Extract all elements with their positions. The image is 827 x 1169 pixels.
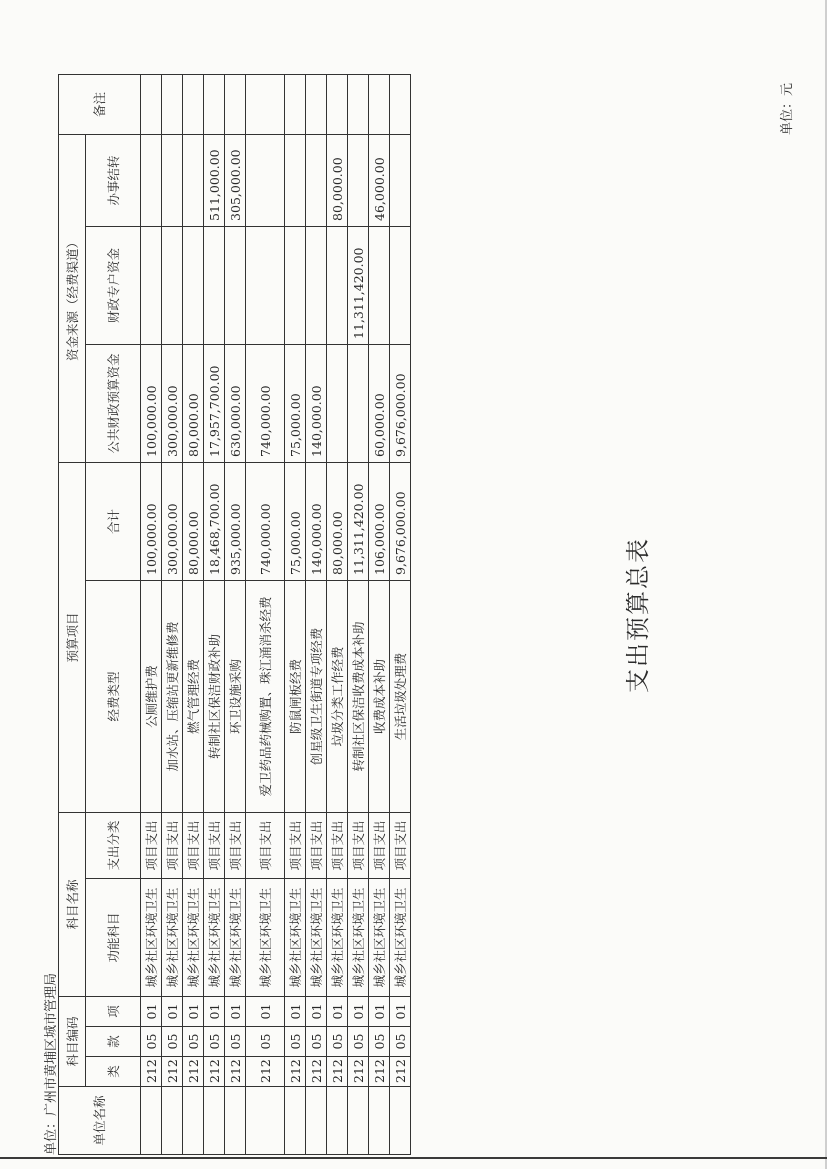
cell-kuan: 05 — [141, 1027, 162, 1057]
cell-carryover — [246, 134, 285, 226]
cell-xiang: 01 — [246, 996, 285, 1026]
cell-expense-type: 收费成本补助 — [369, 580, 390, 812]
table-row — [204, 74, 225, 1154]
cell-lei: 212 — [306, 1057, 327, 1087]
cell-public-finance: 17,957,700.00 — [204, 344, 225, 462]
cell-expense-class: 项目支出 — [390, 812, 411, 878]
cell-kuan: 05 — [348, 1027, 369, 1057]
cell-unit-name — [285, 1087, 306, 1155]
cell-special-account — [246, 226, 285, 344]
cell-lei: 212 — [225, 1057, 246, 1087]
cell-lei: 212 — [183, 1057, 204, 1087]
cell-kuan: 05 — [327, 1027, 348, 1057]
header-total: 合计 — [86, 462, 141, 580]
cell-function-subject: 城乡社区环境卫生 — [327, 878, 348, 996]
cell-public-finance — [348, 344, 369, 462]
header-function-subject: 功能科目 — [86, 878, 141, 996]
cell-xiang: 01 — [369, 996, 390, 1026]
cell-function-subject: 城乡社区环境卫生 — [183, 878, 204, 996]
cell-remarks — [204, 74, 225, 134]
cell-xiang: 01 — [183, 996, 204, 1026]
header-fund-source: 资金来源（经费渠道） — [59, 134, 86, 462]
cell-expense-type: 加水站、压缩站更新维修费 — [162, 580, 183, 812]
cell-special-account — [204, 226, 225, 344]
cell-public-finance: 740,000.00 — [246, 344, 285, 462]
cell-function-subject: 城乡社区环境卫生 — [348, 878, 369, 996]
cell-public-finance: 60,000.00 — [369, 344, 390, 462]
cell-function-subject: 城乡社区环境卫生 — [306, 878, 327, 996]
cell-total: 300,000.00 — [162, 462, 183, 580]
cell-special-account — [390, 226, 411, 344]
cell-function-subject: 城乡社区环境卫生 — [141, 878, 162, 996]
cell-kuan: 05 — [369, 1027, 390, 1057]
cell-lei: 212 — [327, 1057, 348, 1087]
cell-expense-type: 转制社区保洁收费成本补助 — [348, 580, 369, 812]
cell-function-subject: 城乡社区环境卫生 — [204, 878, 225, 996]
cell-xiang: 01 — [204, 996, 225, 1026]
cell-kuan: 05 — [162, 1027, 183, 1057]
unit-org-label: 单位：广州市黄埔区城市管理局 — [44, 972, 59, 1155]
cell-special-account — [306, 226, 327, 344]
cell-unit-name — [246, 1087, 285, 1155]
header-budget-project: 预算项目 — [59, 462, 86, 812]
cell-unit-name — [327, 1087, 348, 1155]
cell-expense-class: 项目支出 — [225, 812, 246, 878]
header-expense-type: 经费类型 — [86, 580, 141, 812]
cell-carryover: 511,000.00 — [204, 134, 225, 226]
cell-expense-class: 项目支出 — [246, 812, 285, 878]
cell-xiang: 01 — [390, 996, 411, 1026]
cell-expense-class: 项目支出 — [369, 812, 390, 878]
cell-lei: 212 — [204, 1057, 225, 1087]
cell-expense-type: 垃圾分类工作经费 — [327, 580, 348, 812]
cell-carryover — [306, 134, 327, 226]
cell-unit-name — [348, 1087, 369, 1155]
cell-unit-name — [204, 1087, 225, 1155]
table-row — [306, 74, 327, 1154]
cell-special-account — [141, 226, 162, 344]
header-kuan: 款 — [86, 1027, 141, 1057]
cell-expense-type: 转制社区保洁财政补助 — [204, 580, 225, 812]
cell-public-finance — [327, 344, 348, 462]
cell-xiang: 01 — [306, 996, 327, 1026]
cell-special-account — [327, 226, 348, 344]
cell-function-subject: 城乡社区环境卫生 — [246, 878, 285, 996]
cell-special-account — [183, 226, 204, 344]
cell-expense-class: 项目支出 — [204, 812, 225, 878]
cell-expense-class: 项目支出 — [285, 812, 306, 878]
cell-expense-type: 公厕维护费 — [141, 580, 162, 812]
budget-table — [58, 74, 411, 1155]
cell-expense-type: 环卫设施采购 — [225, 580, 246, 812]
cell-unit-name — [225, 1087, 246, 1155]
cell-remarks — [285, 74, 306, 134]
cell-expense-type: 燃气管理经费 — [183, 580, 204, 812]
cell-special-account — [369, 226, 390, 344]
cell-unit-name — [369, 1087, 390, 1155]
cell-remarks — [183, 74, 204, 134]
cell-xiang: 01 — [225, 996, 246, 1026]
cell-unit-name — [183, 1087, 204, 1155]
cell-special-account: 11,311,420.00 — [348, 226, 369, 344]
cell-public-finance: 300,000.00 — [162, 344, 183, 462]
scan-edge-bottom — [0, 1157, 827, 1159]
cell-remarks — [306, 74, 327, 134]
cell-remarks — [348, 74, 369, 134]
cell-kuan: 05 — [225, 1027, 246, 1057]
header-subject-code: 科目编码 — [59, 996, 86, 1086]
table-row — [141, 74, 162, 1154]
cell-expense-class: 项目支出 — [183, 812, 204, 878]
cell-carryover — [285, 134, 306, 226]
cell-expense-class: 项目支出 — [327, 812, 348, 878]
cell-kuan: 05 — [183, 1027, 204, 1057]
cell-remarks — [246, 74, 285, 134]
cell-function-subject: 城乡社区环境卫生 — [285, 878, 306, 996]
header-row-1 — [59, 74, 86, 1154]
cell-lei: 212 — [285, 1057, 306, 1087]
cell-xiang: 01 — [285, 996, 306, 1026]
cell-remarks — [162, 74, 183, 134]
table-row — [327, 74, 348, 1154]
cell-expense-type: 生活垃圾处理费 — [390, 580, 411, 812]
table-row — [246, 74, 285, 1154]
header-xiang: 项 — [86, 996, 141, 1026]
cell-kuan: 05 — [246, 1027, 285, 1057]
table-row — [285, 74, 306, 1154]
table-row — [369, 74, 390, 1154]
cell-public-finance: 9,676,000.00 — [390, 344, 411, 462]
cell-carryover — [162, 134, 183, 226]
cell-special-account — [225, 226, 246, 344]
cell-remarks — [390, 74, 411, 134]
table-row — [162, 74, 183, 1154]
cell-total: 11,311,420.00 — [348, 462, 369, 580]
cell-public-finance: 140,000.00 — [306, 344, 327, 462]
page-title: 支出预算总表 — [624, 537, 652, 693]
cell-kuan: 05 — [306, 1027, 327, 1057]
cell-expense-class: 项目支出 — [162, 812, 183, 878]
cell-expense-type: 防鼠闸板经费 — [285, 580, 306, 812]
table-row — [225, 74, 246, 1154]
unit-currency-label: 单位：元 — [780, 83, 795, 136]
header-row-2 — [86, 74, 141, 1154]
cell-lei: 212 — [369, 1057, 390, 1087]
header-subject-name: 科目名称 — [59, 812, 86, 996]
cell-lei: 212 — [348, 1057, 369, 1087]
header-public-finance: 公共财政预算资金 — [86, 344, 141, 462]
cell-special-account — [162, 226, 183, 344]
cell-xiang: 01 — [162, 996, 183, 1026]
cell-expense-class: 项目支出 — [348, 812, 369, 878]
cell-carryover: 80,000.00 — [327, 134, 348, 226]
cell-total: 140,000.00 — [306, 462, 327, 580]
cell-carryover — [348, 134, 369, 226]
cell-total: 100,000.00 — [141, 462, 162, 580]
cell-kuan: 05 — [204, 1027, 225, 1057]
cell-special-account — [285, 226, 306, 344]
cell-public-finance: 630,000.00 — [225, 344, 246, 462]
cell-total: 80,000.00 — [327, 462, 348, 580]
cell-public-finance: 80,000.00 — [183, 344, 204, 462]
cell-carryover — [183, 134, 204, 226]
cell-total: 106,000.00 — [369, 462, 390, 580]
cell-remarks — [141, 74, 162, 134]
cell-xiang: 01 — [141, 996, 162, 1026]
cell-function-subject: 城乡社区环境卫生 — [390, 878, 411, 996]
header-lei: 类 — [86, 1057, 141, 1087]
cell-lei: 212 — [390, 1057, 411, 1087]
budget-sheet — [40, 75, 810, 1155]
cell-public-finance: 100,000.00 — [141, 344, 162, 462]
cell-unit-name — [162, 1087, 183, 1155]
cell-total: 80,000.00 — [183, 462, 204, 580]
cell-lei: 212 — [162, 1057, 183, 1087]
cell-function-subject: 城乡社区环境卫生 — [369, 878, 390, 996]
cell-lei: 212 — [246, 1057, 285, 1087]
cell-total: 18,468,700.00 — [204, 462, 225, 580]
cell-expense-class: 项目支出 — [306, 812, 327, 878]
cell-kuan: 05 — [390, 1027, 411, 1057]
cell-expense-class: 项目支出 — [141, 812, 162, 878]
cell-public-finance: 75,000.00 — [285, 344, 306, 462]
cell-function-subject: 城乡社区环境卫生 — [225, 878, 246, 996]
cell-carryover: 305,000.00 — [225, 134, 246, 226]
header-special-account: 财政专户资金 — [86, 226, 141, 344]
cell-expense-type: 创星级卫生街道专项经费 — [306, 580, 327, 812]
cell-carryover: 46,000.00 — [369, 134, 390, 226]
cell-lei: 212 — [141, 1057, 162, 1087]
table-row — [183, 74, 204, 1154]
cell-remarks — [369, 74, 390, 134]
cell-carryover — [141, 134, 162, 226]
cell-kuan: 05 — [285, 1027, 306, 1057]
cell-xiang: 01 — [348, 996, 369, 1026]
header-unit-name: 单位名称 — [59, 1087, 141, 1155]
cell-total: 75,000.00 — [285, 462, 306, 580]
header-remarks: 备注 — [59, 74, 141, 134]
table-row — [390, 74, 411, 1154]
cell-remarks — [225, 74, 246, 134]
cell-remarks — [327, 74, 348, 134]
cell-unit-name — [306, 1087, 327, 1155]
cell-total: 740,000.00 — [246, 462, 285, 580]
cell-unit-name — [390, 1087, 411, 1155]
header-carryover: 办事结转 — [86, 134, 141, 226]
cell-expense-type: 爱卫药品药械购置、珠江涌消杀经费 — [246, 580, 285, 812]
cell-xiang: 01 — [327, 996, 348, 1026]
cell-carryover — [390, 134, 411, 226]
cell-unit-name — [141, 1087, 162, 1155]
cell-function-subject: 城乡社区环境卫生 — [162, 878, 183, 996]
cell-total: 9,676,000.00 — [390, 462, 411, 580]
header-expense-class: 支出分类 — [86, 812, 141, 878]
table-row — [348, 74, 369, 1154]
cell-total: 935,000.00 — [225, 462, 246, 580]
